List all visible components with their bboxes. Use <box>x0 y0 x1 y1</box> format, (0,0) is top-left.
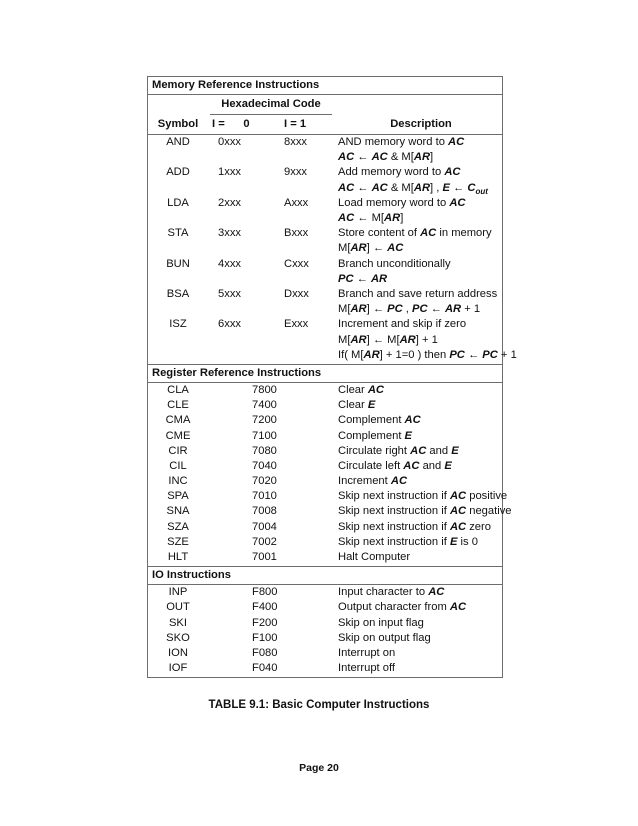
hex-i1-cell: Axxx <box>284 196 309 209</box>
symbol-cell: OUT <box>166 601 190 614</box>
hex-code-header: Hexadecimal Code <box>210 97 332 115</box>
hex-code-cell: 7020 <box>252 475 277 488</box>
register-rows <box>148 383 512 566</box>
description-line: AC ← M[AR] <box>338 211 404 224</box>
description-cell: Increment AC <box>338 475 408 488</box>
hex-code-cell: 7100 <box>252 429 277 442</box>
hex-code-cell: F800 <box>252 586 278 599</box>
hex-code-cell: 7080 <box>252 444 277 457</box>
io-section-title: IO Instructions <box>148 566 502 585</box>
register-row <box>148 459 502 474</box>
register-row <box>148 444 502 459</box>
symbol-cell: ISZ <box>169 318 187 331</box>
table-caption: TABLE 9.1: Basic Computer Instructions <box>208 699 430 711</box>
symbol-cell: SZA <box>167 520 189 533</box>
memory-row <box>148 196 502 226</box>
page-number: Page 20 <box>299 762 339 774</box>
io-row <box>148 646 502 661</box>
hex-code-cell: 7200 <box>252 414 277 427</box>
register-row <box>148 550 502 565</box>
description-cell: Output character from AC <box>338 601 467 614</box>
description-cell: Circulate right AC and E <box>338 444 459 457</box>
symbol-cell: AND <box>166 136 190 148</box>
register-row <box>148 535 502 550</box>
description-cell: Skip next instruction if AC positive <box>338 490 508 503</box>
description-line: Add memory word to AC <box>338 166 461 179</box>
symbol-cell: CME <box>165 429 191 442</box>
description-cell <box>338 257 451 287</box>
symbol-cell: BSA <box>166 287 190 300</box>
hex-code-cell: F100 <box>252 631 278 644</box>
description-cell: Interrupt on <box>338 646 396 659</box>
symbol-cell: BUN <box>166 257 190 270</box>
description-cell <box>338 135 464 165</box>
description-line: Increment and skip if zero <box>338 318 467 331</box>
symbol-header: Symbol <box>157 118 199 130</box>
symbol-cell: CIL <box>169 459 187 472</box>
hex-i1-cell: 8xxx <box>284 136 308 148</box>
description-cell: Skip on output flag <box>338 631 431 644</box>
description-line: M[AR] ← M[AR] + 1 <box>338 333 438 346</box>
symbol-cell: SNA <box>166 505 190 518</box>
hex-code-cell: 7040 <box>252 459 277 472</box>
description-cell: Input character to AC <box>338 586 445 599</box>
description-line: AC ← AC & M[AR] <box>338 151 434 164</box>
register-row <box>148 489 508 504</box>
description-line: If( M[AR] + 1=0 ) then PC ← PC + 1 <box>338 348 517 361</box>
register-row <box>148 429 502 444</box>
hex-i1-cell: Dxxx <box>284 287 309 300</box>
description-cell: Complement AC <box>338 414 421 427</box>
description-cell: Skip on input flag <box>338 616 424 629</box>
register-row <box>148 383 502 398</box>
i1-header: I = 1 <box>284 118 307 130</box>
description-line: M[AR] ← PC , PC ← AR + 1 <box>338 303 481 316</box>
io-rows <box>148 585 502 677</box>
description-line: Branch unconditionally <box>338 257 451 270</box>
memory-row <box>148 135 502 165</box>
description-cell: Clear AC <box>338 383 385 396</box>
i0-header: I = 0 <box>212 118 250 130</box>
description-cell: Circulate left AC and E <box>338 459 452 472</box>
instruction-table <box>147 76 517 678</box>
description-cell: Interrupt off <box>338 662 396 675</box>
description-line: Store content of AC in memory <box>338 227 492 240</box>
hex-code-cell: 7800 <box>252 383 277 396</box>
symbol-cell: LDA <box>167 196 189 209</box>
symbol-cell: STA <box>167 227 189 240</box>
description-line: AND memory word to AC <box>338 136 465 148</box>
memory-rows <box>148 135 517 364</box>
symbol-cell: INC <box>168 475 188 488</box>
memory-row <box>148 287 502 317</box>
hex-code-cell: 7001 <box>252 551 277 563</box>
io-row <box>148 600 502 615</box>
hex-i1-cell: Exxx <box>284 318 309 331</box>
description-cell: Clear E <box>338 399 376 412</box>
hex-code-cell: 7400 <box>252 399 277 412</box>
symbol-cell: SZE <box>167 535 189 548</box>
symbol-cell: SPA <box>167 490 189 503</box>
io-row <box>148 661 502 676</box>
register-row <box>148 398 502 413</box>
hex-code-cell: F200 <box>252 616 278 629</box>
hex-i1-cell: Cxxx <box>284 257 309 270</box>
hex-i0-cell: 5xxx <box>218 287 242 300</box>
register-section-title: Register Reference Instructions <box>148 364 502 383</box>
symbol-cell: CMA <box>165 414 191 427</box>
description-header: Description <box>390 118 452 130</box>
column-header-row <box>148 115 502 135</box>
hex-code-cell: 7004 <box>252 520 277 533</box>
register-row <box>148 504 512 519</box>
hex-i0-cell: 6xxx <box>218 318 242 331</box>
description-cell: Skip next instruction if E is 0 <box>338 535 478 548</box>
memory-row <box>148 165 502 195</box>
description-line: Load memory word to AC <box>338 196 466 209</box>
hex-i0-cell: 3xxx <box>218 227 242 240</box>
symbol-cell: CLE <box>167 399 189 412</box>
symbol-cell: CIR <box>168 444 188 457</box>
hex-code-cell: F080 <box>252 646 278 659</box>
register-row <box>148 474 502 489</box>
description-cell <box>338 165 488 195</box>
io-row <box>148 616 502 631</box>
symbol-cell: SKO <box>166 631 190 644</box>
hex-code-cell: F040 <box>252 662 278 675</box>
symbol-cell: INP <box>168 586 188 599</box>
hex-code-cell: F400 <box>252 601 278 614</box>
symbol-cell: IOF <box>168 662 188 675</box>
symbol-cell: SKI <box>168 616 188 629</box>
hex-code-cell: 7010 <box>252 490 277 503</box>
memory-section-title: Memory Reference Instructions <box>148 77 502 95</box>
description-cell: Skip next instruction if AC negative <box>338 505 512 518</box>
symbol-cell: ADD <box>166 166 190 179</box>
memory-row <box>148 317 517 363</box>
hex-i0-cell: 1xxx <box>218 166 242 179</box>
description-line: PC ← AR <box>338 272 388 285</box>
hex-i0-cell: 4xxx <box>218 257 242 270</box>
symbol-cell: CLA <box>167 383 189 396</box>
symbol-cell: ION <box>168 646 188 659</box>
description-line: M[AR] ← AC <box>338 242 404 255</box>
hex-i1-cell: Bxxx <box>284 227 309 240</box>
description-cell: Complement E <box>338 429 412 442</box>
register-row <box>148 520 502 535</box>
hex-code-cell: 7002 <box>252 535 277 548</box>
hex-i0-cell: 0xxx <box>218 136 242 148</box>
io-row <box>148 631 502 646</box>
hex-header-row <box>148 95 502 115</box>
symbol-cell: HLT <box>167 551 189 563</box>
description-cell <box>338 196 465 226</box>
description-line: Branch and save return address <box>338 287 498 300</box>
description-line: AC ← AC & M[AR] , E ← $C_{out}$ <box>338 181 488 196</box>
description-cell <box>338 287 497 317</box>
memory-row <box>148 257 502 287</box>
description-cell: Halt Computer <box>338 551 411 563</box>
memory-row <box>148 226 502 256</box>
description-cell: Skip next instruction if AC zero <box>338 520 491 533</box>
register-row <box>148 413 502 428</box>
hex-i0-cell: 2xxx <box>218 196 242 209</box>
description-cell <box>338 226 492 256</box>
hex-i1-cell: 9xxx <box>284 166 308 179</box>
io-row <box>148 585 502 600</box>
hex-code-cell: 7008 <box>252 505 277 518</box>
description-cell <box>338 317 517 363</box>
